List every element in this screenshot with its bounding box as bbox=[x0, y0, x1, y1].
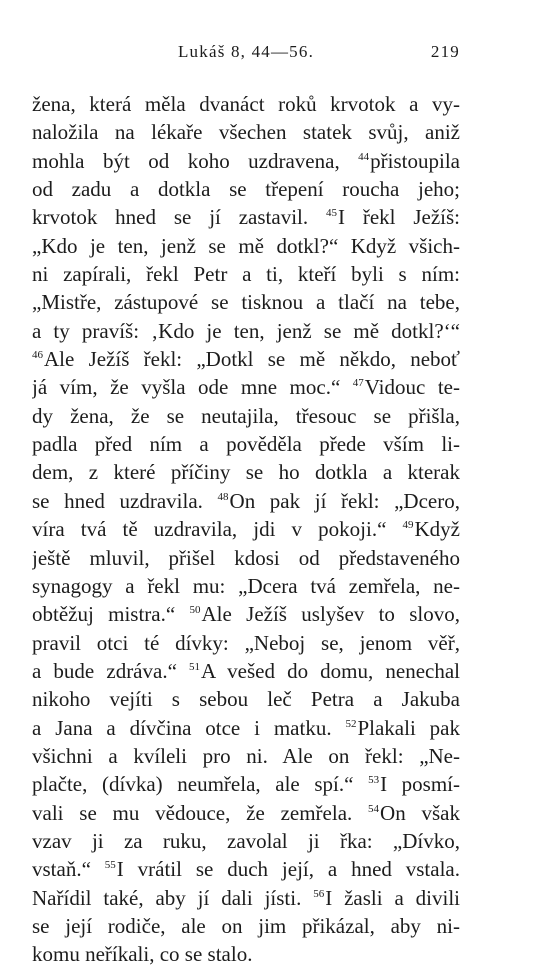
text-line: „Mistře, zástupové se tisknou a tlačí na tebe, bbox=[32, 290, 460, 315]
text-line: dem, z které příčiny se ho dotkla a kterak bbox=[32, 460, 460, 485]
text-line: víra tvá tě uzdravila, jdi v pokoji.“ $^{49}$Když bbox=[32, 517, 460, 542]
text-line: pravil otci té dívky: „Neboj se, jenom věř, bbox=[32, 630, 460, 655]
text-line: padla před ním a pověděla přede vším li- bbox=[32, 432, 460, 457]
text-line: komu neříkali, co se stalo. bbox=[32, 942, 253, 967]
verse-number: 48 bbox=[217, 490, 229, 503]
text-line: Nařídil také, aby jí dali jísti. $^{56}$I žasli a divili bbox=[32, 885, 460, 910]
text-line: se hned uzdravila. $^{48}$On pak jí řekl: „Dcero, bbox=[32, 488, 460, 513]
verse-number: 50 bbox=[189, 604, 201, 617]
verse-number: 51 bbox=[189, 660, 201, 673]
text-line: krvotok hned se jí zastavil. $^{45}$I řekl Ježíš: bbox=[32, 205, 460, 230]
text-line: dy žena, že se neutajila, třesouc se přišla, bbox=[32, 403, 460, 428]
text-line: ni zapírali, řekl Petr a ti, kteří byli s ním: bbox=[32, 262, 460, 287]
text-line: plačte, (dívka) neumřela, ale spí.“ $^{53}$I posmí- bbox=[32, 772, 460, 797]
verse-number: 55 bbox=[104, 859, 116, 872]
text-line: vstaň.“ $^{55}$I vrátil se duch její, a hned vstala. bbox=[32, 857, 460, 882]
running-head-title: Lukáš 8, 44—56. bbox=[177, 42, 315, 61]
text-line: vzav ji za ruku, zavolal ji řka: „Dívko, bbox=[32, 828, 460, 853]
text-line: já vím, že vyšla ode mne moc.“ $^{47}$Vidouc te- bbox=[32, 375, 460, 400]
verse-number: 52 bbox=[345, 717, 357, 730]
text-line: žena, která měla dvanáct roků krvotok a vy- bbox=[32, 92, 460, 116]
text-line: „Kdo je ten, jenž se mě dotkl?“ Když všich- bbox=[32, 233, 460, 258]
text-line: se její rodiče, ale on jim přikázal, aby ni- bbox=[32, 913, 460, 938]
text-line: a bude zdráva.“ $^{51}$A vešed do domu, nenechal bbox=[32, 658, 460, 683]
running-head bbox=[32, 42, 460, 66]
body-text bbox=[32, 90, 460, 969]
verse-number: 54 bbox=[368, 802, 380, 815]
verse-number: 46 bbox=[32, 349, 43, 362]
page-number: 219 bbox=[430, 42, 460, 61]
text-line: nikoho vejíti s sebou leč Petra a Jakuba bbox=[32, 687, 460, 712]
text-line: ještě mluvil, přišel kdosi od představeného bbox=[32, 545, 460, 570]
text-line: $^{46}$Ale Ježíš řekl: „Dotkl se mě někdo, neboť bbox=[32, 347, 460, 372]
text-line: a Jana a dívčina otce i matku. $^{52}$Plakali pak bbox=[32, 715, 460, 740]
text-line: vali se mu vědouce, že zemřela. $^{54}$On však bbox=[32, 800, 460, 825]
text-line: naložila na lékaře všechen statek svůj, aniž bbox=[32, 120, 460, 145]
text-line: obtěžuj mistra.“ $^{50}$Ale Ježíš uslyšev to slovo, bbox=[32, 602, 460, 627]
verse-number: 45 bbox=[325, 207, 337, 220]
verse-number: 49 bbox=[402, 519, 414, 532]
text-line: a ty pravíš: ‚Kdo je ten, jenž se mě dotkl?‘“ bbox=[32, 318, 460, 343]
text-line: od zadu a dotkla se třepení roucha jeho; bbox=[32, 177, 460, 202]
verse-number: 47 bbox=[352, 377, 364, 390]
verse-number: 53 bbox=[368, 774, 380, 787]
text-line: všichni a kvíleli pro ni. Ale on řekl: „Ne- bbox=[32, 743, 460, 768]
verse-number: 44 bbox=[358, 150, 370, 163]
text-line: mohla být od koho uzdravena, $^{44}$přistoupila bbox=[32, 148, 460, 173]
verse-number: 56 bbox=[313, 887, 325, 900]
text-line: synagogy a řekl mu: „Dcera tvá zemřela, ne- bbox=[32, 573, 460, 598]
